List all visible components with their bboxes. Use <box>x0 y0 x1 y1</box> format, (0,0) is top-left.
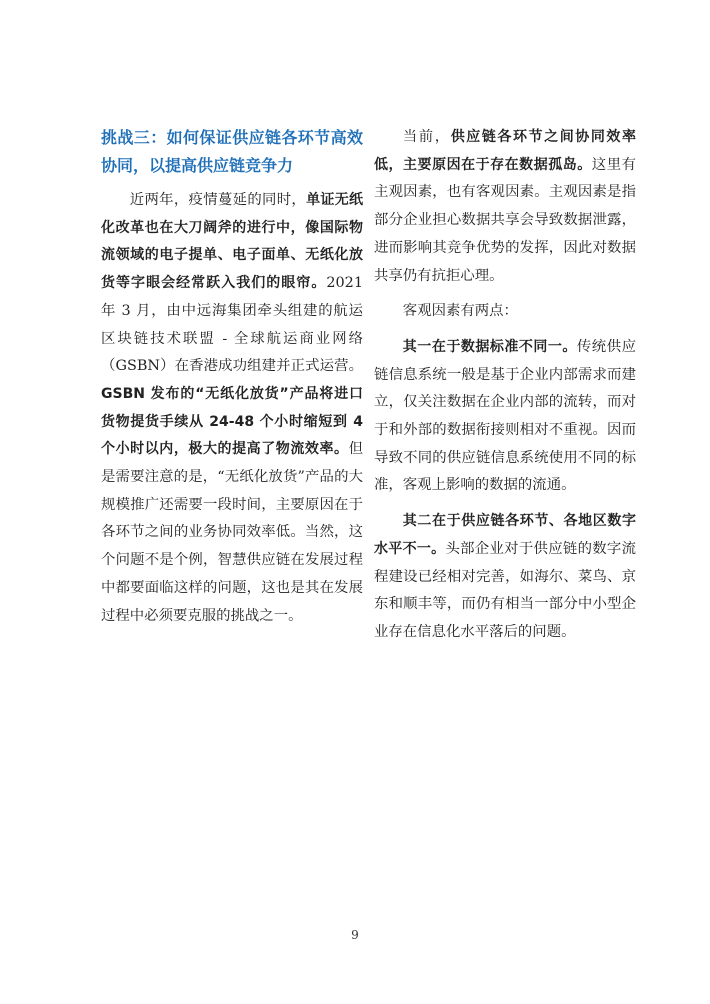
data-standard-detail-text: 传统供应链信息系统一般是基于企业内部需求而建立，仅关注数据在企业内部的流转，而对于和外部的数据衔接则相对不重视。因而导致不同的供应链信息系统使用不同的标准，客观上影响的数据的流通。 <box>374 338 636 494</box>
bold-digital-level-text: 其二在于供应链各环节、各地区数字水平不一。 <box>374 513 636 557</box>
left-paragraph <box>101 187 363 630</box>
subjective-factors-text: 这里有主观因素，也有客观因素。主观因素是指部分企业担心数据共享会导致数据泄露，进而影响其竞争优势的发挥，因此对数据共享仍有抗拒心理。 <box>374 156 636 284</box>
data-silo-paragraph <box>374 124 636 290</box>
bold-data-standard-text: 其一在于数据标准不同一。 <box>402 338 577 355</box>
digital-level-detail-text: 头部企业对于供应链的数字流程建设已经相对完善，如海尔、菜鸟、京东和顺丰等，而仍有相当一部分中小型企业存在信息化水平落后的问题。 <box>374 540 636 640</box>
bold-data-silo-text: 供应链各环节之间协同效率低，主要原因在于存在数据孤岛。 <box>374 129 636 173</box>
digital-level-paragraph <box>374 508 636 647</box>
bold-paperless-text: 单证无纸化改革也在大刀阔斧的进行中，像国际物流领域的电子提单、电子面单、无纸化放货等字眼会经常跃入我们的眼帘。 <box>101 192 363 292</box>
right-column <box>374 124 636 647</box>
intro-text: 近两年，疫情蔓延的同时， <box>129 192 307 208</box>
gsbn-context-text: 2021 年 3 月，由中远海集团牵头组建的航运区块链技术联盟 - 全球航运商业网络（GSBN）在香港成功组建并正式运营。 <box>101 275 363 375</box>
bold-gsbn-text: GSBN 发布的“无纸化放货”产品将进口货物提货手续从 24-48 个小时缩短到 4 个小时以内，极大的提高了物流效率。 <box>101 385 363 458</box>
section-heading: 挑战三：如何保证供应链各环节高效协同，以提高供应链竞争力 <box>101 128 363 175</box>
lead-text: 当前， <box>402 129 451 145</box>
objective-factors-paragraph: 客观因素有两点： <box>402 303 518 320</box>
closing-text: 但是需要注意的是，“无纸化放货”产品的大规模推广还需要一段时间，主要原因在于各环节之间的业务协同效率低。当然，这个问题不是个例，智慧供应链在发展过程中都要面临这样的问题，这也是其在发展过程中必须要克服的挑战之一。 <box>101 441 363 624</box>
data-standard-paragraph <box>374 334 636 500</box>
left-column <box>101 124 363 630</box>
page-number: 9 <box>351 928 359 942</box>
